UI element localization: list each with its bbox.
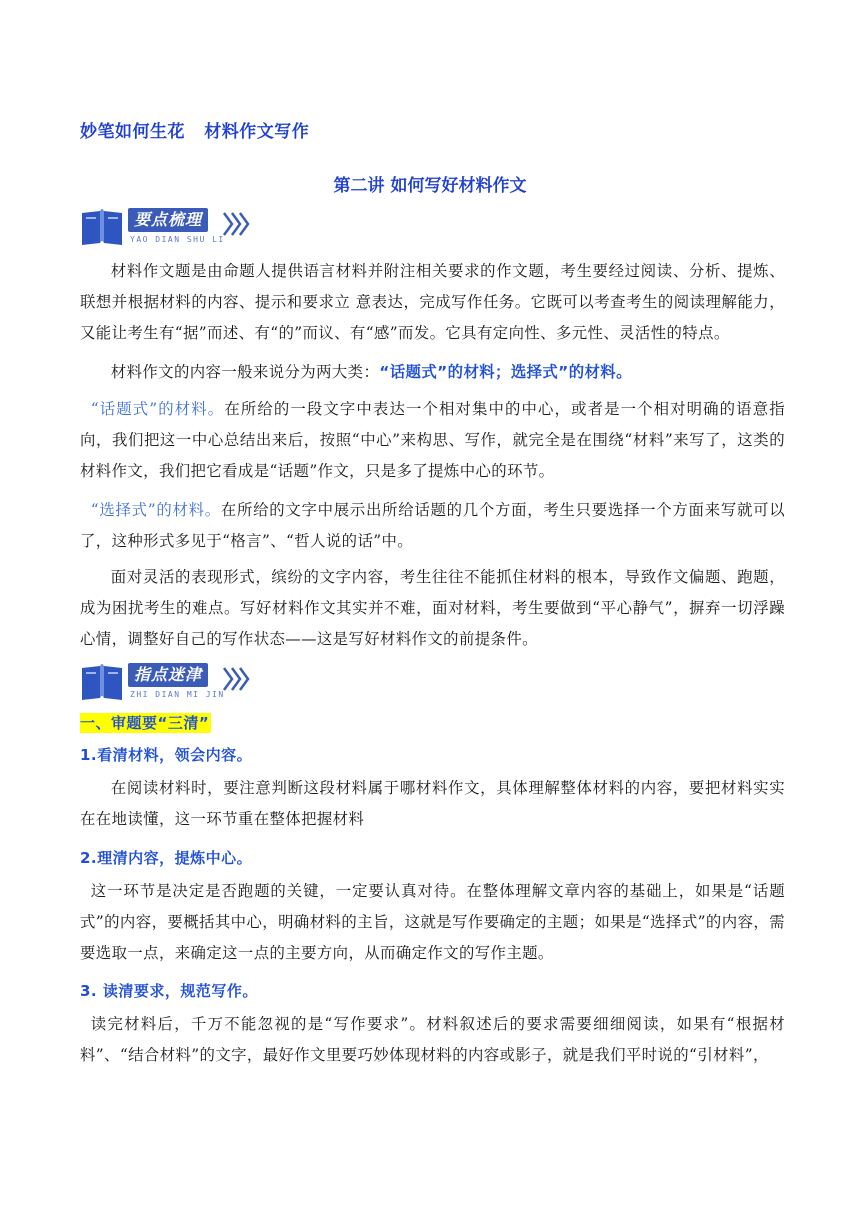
choice-type-text: 在所给的文字中展示出所给话题的几个方面，考生只要选择一个方面来写就可以了，这种形式多见于“格言”、“哲人说的话”中。	[80, 501, 785, 550]
paragraph-read-requirements: 读完材料后，千万不能忽视的是“写作要求”。材料叙述后的要求需要细细阅读，如果有“根据材料”、“结合材料”的文字，最好作文里要巧妙体现材料的内容或影子，就是我们平时说的“引材料”，	[80, 1015, 785, 1064]
banner-title: 指点迷津	[128, 663, 208, 687]
chevron-right-icon	[221, 211, 251, 237]
banner-pinyin: YAO DIAN SHU LI	[130, 235, 225, 244]
highlighted-heading: 一、审题要“三清”	[80, 714, 210, 732]
paragraph-categories	[80, 357, 785, 388]
paragraph-intro: 材料作文题是由命题人提供语言材料并附注相关要求的作文题，考生要经过阅读、分析、提炼、联想并根据材料的内容、提示和要求立 意表达，完成写作任务。它既可以考查考生的阅读理解能力，又能让考生有“据”而述、有“的”而议、有“感”而发。它具有定向性、多元性、灵活性的特点。	[80, 262, 785, 342]
topic-type-label: “话题式”的材料。	[90, 400, 225, 418]
paragraph-topic-type	[80, 394, 785, 487]
lecture-title: 第二讲 如何写好材料作文	[333, 176, 527, 196]
subheading-3: 3. 读清要求，规范写作。	[80, 982, 258, 1000]
banner-title: 要点梳理	[128, 208, 208, 232]
paragraph-choice-type	[80, 495, 785, 557]
topic-type-text: 在所给的一段文字中表达一个相对集中的中心，或者是一个相对明确的语意指向，我们把这一中心总结出来后，按照“中心”来构思、写作，就完全是在围绕“材料”来写了，这类的材料作文，我们把它看成是“话题”作文，只是多了提炼中心的环节。	[80, 400, 785, 480]
paragraph-difficulty: 面对灵活的表现形式，缤纷的文字内容，考生往往不能抓住材料的根本，导致作文偏题、跑题，成为困扰考生的难点。写好材料作文其实并不难，面对材料，考生要做到“平心静气”，摒弃一切浮躁心情，调整好自己的写作状态——这是写好材料作文的前提条件。	[80, 568, 785, 648]
choice-type-label: “选择式”的材料。	[90, 501, 221, 519]
categories-emphasis: “话题式”的材料；选择式”的材料。	[379, 363, 632, 381]
section-heading	[80, 712, 211, 733]
paragraph-extract-center: 这一环节是决定是否跑题的关键，一定要认真对待。在整体理解文章内容的基础上，如果是“话题式”的内容，要概括其中心，明确材料的主旨，这就是写作要确定的主题；如果是“选择式”的内容，需要选取一点，来确定这一点的主要方向，从而确定作文的写作主题。	[80, 882, 785, 962]
series-title: 妙笔如何生花 材料作文写作	[80, 122, 310, 142]
subheading-1: 1.看清材料，领会内容。	[80, 746, 253, 764]
banner-pinyin: ZHI DIAN MI JIN	[130, 690, 225, 699]
guidance-banner	[80, 660, 255, 704]
key-points-banner	[80, 205, 255, 249]
subheading-2: 2.理清内容，提炼中心。	[80, 849, 253, 867]
book-icon	[80, 662, 124, 702]
book-icon	[80, 207, 124, 247]
paragraph-read-material: 在阅读材料时，要注意判断这段材料属于哪材料作文，具体理解整体材料的内容，要把材料实实在在地读懂，这一环节重在整体把握材料	[80, 779, 785, 828]
chevron-right-icon	[221, 666, 251, 692]
categories-lead: 材料作文的内容一般来说分为两大类：	[110, 363, 380, 381]
